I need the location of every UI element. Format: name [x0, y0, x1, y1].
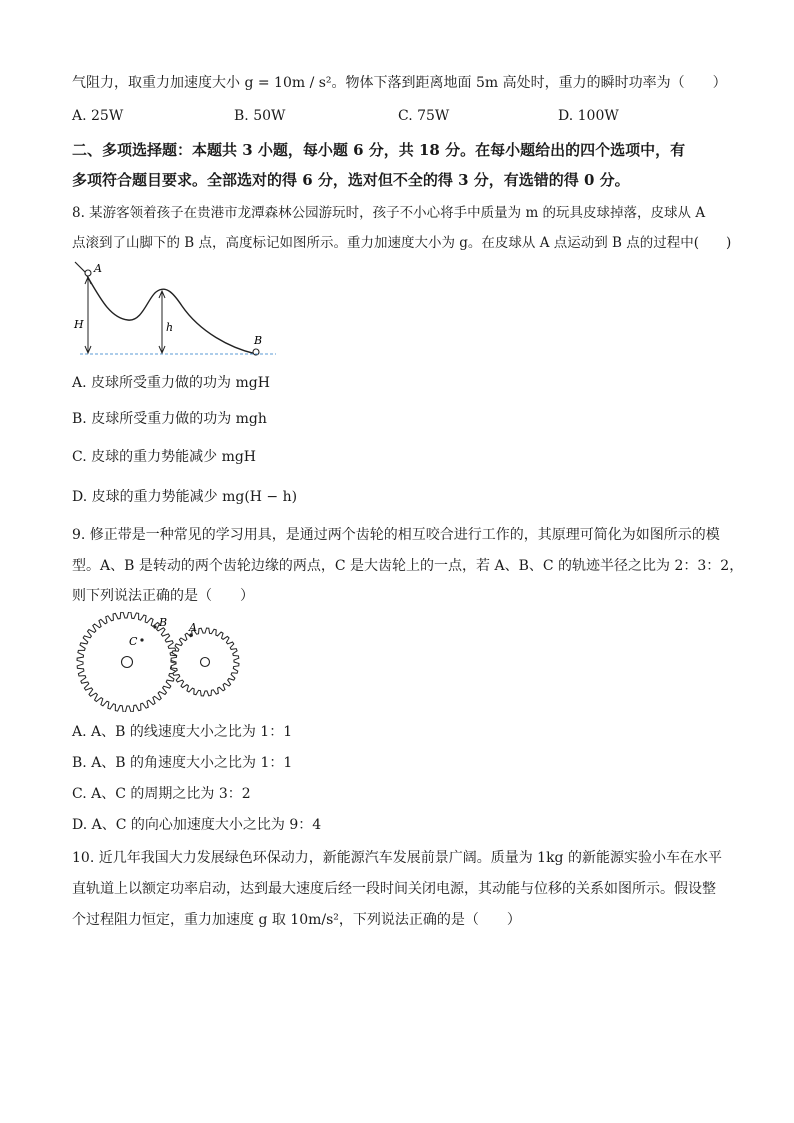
q9-label-b: B — [159, 616, 168, 629]
q9-option-c[interactable]: C. A、C 的周期之比为 3：2 — [72, 786, 251, 802]
q8-option-b[interactable]: B. 皮球所受重力做的功为 mgh — [72, 411, 267, 427]
q8-option-a[interactable]: A. 皮球所受重力做的功为 mgH — [72, 375, 270, 391]
q7-option-b[interactable]: B. 50W — [234, 108, 286, 124]
q9-option-d[interactable]: D. A、C 的向心加速度大小之比为 9：4 — [72, 817, 322, 833]
q10-stem-line1: 10. 近几年我国大力发展绿色环保动力，新能源汽车发展前景广阔。质量为 1kg 的新能源实验小车在水平 — [72, 850, 722, 866]
q9-gear-figure — [72, 612, 242, 712]
section2-heading-line2: 多项符合题目要求。全部选对的得 6 分，选对但不全的得 3 分，有选错的得 0 分。 — [72, 171, 630, 189]
q9-small-gear-axle — [201, 658, 210, 667]
section2-heading-line1: 二、多项选择题：本题共 3 小题，每小题 6 分，共 18 分。在每小题给出的四个选项中，有 — [72, 141, 686, 159]
q7-stem-tail: 气阻力，取重力加速度大小 g = 10m / s²。物体下落到距离地面 5m 高处时，重力的瞬时功率为（ ） — [72, 75, 727, 91]
q8-stem-line1: 8. 某游客领着孩子在贵港市龙潭森林公园游玩时，孩子不小心将手中质量为 m 的玩具皮球掉落，皮球从 A — [72, 205, 706, 221]
q9-point-b — [153, 625, 156, 628]
q9-big-gear-axle — [122, 657, 133, 668]
q9-label-a: A — [189, 621, 197, 634]
q8-stem-line2: 点滚到了山脚下的 B 点，高度标记如图所示。重力加速度大小为 g。在皮球从 A 点运动到 B 点的过程中( ) — [72, 235, 732, 251]
q10-stem-line2: 直轨道上以额定功率启动，达到最大速度后经一段时间关闭电源，其动能与位移的关系如图所示。假设整 — [72, 881, 716, 897]
q8-ball-a — [85, 270, 91, 276]
q10-stem-line3: 个过程阻力恒定，重力加速度 g 取 10m/s²，下列说法正确的是（ ） — [72, 912, 521, 928]
q9-stem-line2: 型。A、B 是转动的两个齿轮边缘的两点，C 是大齿轮上的一点，若 A、B、C 的轨迹半径之比为 2：3：2， — [72, 558, 744, 574]
q8-option-d[interactable]: D. 皮球的重力势能减少 mg(H − h) — [72, 489, 298, 505]
q9-point-c — [140, 638, 143, 641]
q8-label-H: H — [74, 318, 84, 331]
q8-slope-stub — [75, 262, 86, 273]
q8-label-a: A — [94, 262, 102, 275]
q8-label-h: h — [166, 321, 174, 334]
q8-label-b: B — [254, 334, 263, 347]
q7-option-a[interactable]: A. 25W — [72, 108, 124, 124]
q7-option-c[interactable]: C. 75W — [398, 108, 450, 124]
q8-option-c[interactable]: C. 皮球的重力势能减少 mgH — [72, 449, 257, 465]
q7-option-d[interactable]: D. 100W — [558, 108, 619, 124]
q9-option-b[interactable]: B. A、B 的角速度大小之比为 1：1 — [72, 755, 293, 771]
q8-hill-curve — [86, 274, 256, 354]
q9-stem-line3: 则下列说法正确的是（ ） — [72, 588, 254, 604]
q9-stem-line1: 9. 修正带是一种常见的学习用具，是通过两个齿轮的相互咬合进行工作的，其原理可简化为如图所示的模 — [72, 527, 720, 543]
q8-hill-figure — [70, 258, 280, 362]
q9-option-a[interactable]: A. A、B 的线速度大小之比为 1：1 — [72, 724, 293, 740]
q9-label-c: C — [129, 635, 138, 648]
